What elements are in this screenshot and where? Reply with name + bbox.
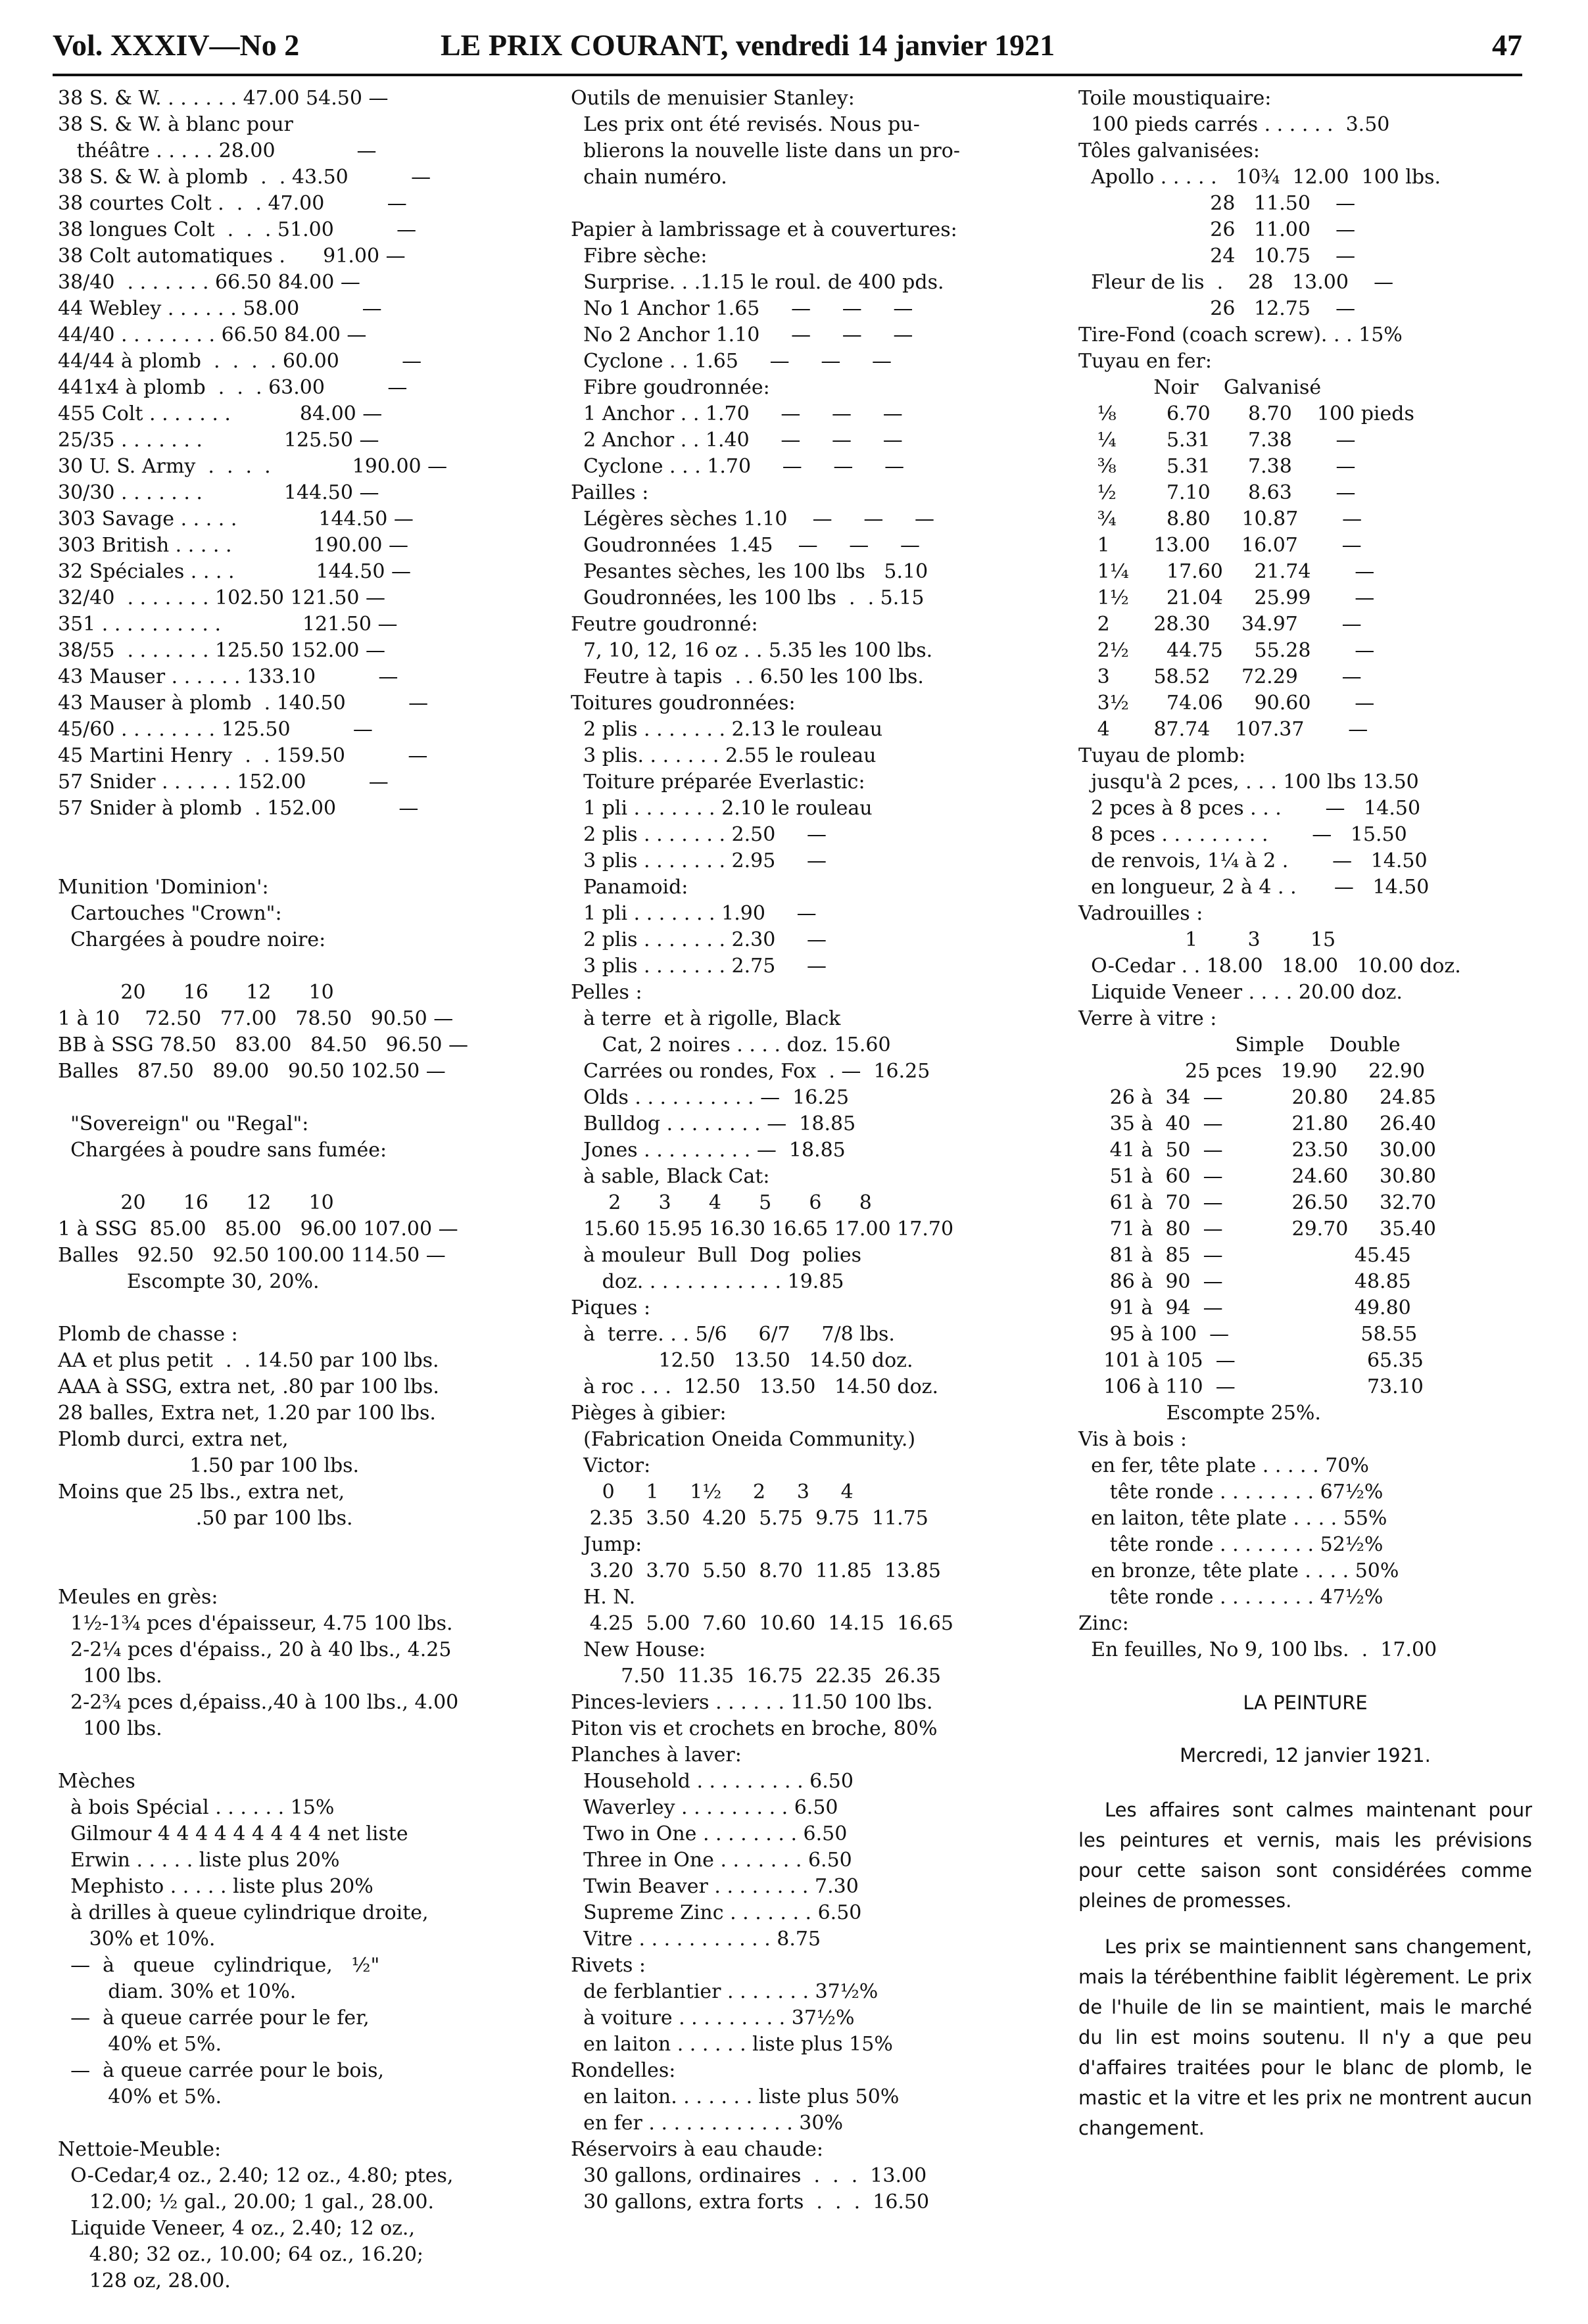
price-line: 1 à SSG 85.00 85.00 96.00 107.00 — <box>58 1218 458 1241</box>
price-line: ¼ 5.31 7.38 — <box>1078 429 1356 452</box>
price-line: tête ronde . . . . . . . . 67½% <box>1078 1481 1383 1504</box>
price-line: 15.60 15.95 16.30 16.65 17.00 17.70 <box>571 1218 954 1241</box>
price-line: 3.20 3.70 5.50 8.70 11.85 13.85 <box>571 1559 941 1582</box>
price-line: Waverley . . . . . . . . . 6.50 <box>571 1796 838 1819</box>
price-line: 51 à 60 — 24.60 30.80 <box>1078 1165 1436 1188</box>
price-line: 303 British . . . . . 190.00 — <box>58 534 408 557</box>
price-line: 1½-1¾ pces d'épaisseur, 4.75 100 lbs. <box>58 1612 453 1635</box>
price-line: Munition 'Dominion': <box>58 876 269 899</box>
price-line: tête ronde . . . . . . . . 47½% <box>1078 1586 1383 1609</box>
price-line <box>58 848 518 874</box>
price-line: New House: <box>571 1638 706 1661</box>
price-line: Noir Galvanisé <box>1078 376 1322 399</box>
price-line: 1 Anchor . . 1.70 — — — <box>571 402 903 425</box>
price-line <box>58 1532 518 1558</box>
price-line: 38 longues Colt . . . 51.00 — <box>58 218 417 241</box>
price-line: 3½ 74.06 90.60 — <box>1078 692 1375 715</box>
price-line: diam. 30% et 10%. <box>58 1980 297 2003</box>
price-line: 44/40 . . . . . . . . 66.50 84.00 — <box>58 323 367 346</box>
article-paragraph: Les prix se maintiennent sans changement, mais la térébenthine faiblit légèrement. Le prix de l'huile de lin se maintient, mais le marché du lin est moins soutenu. Il n'y a que peu d'affaires traitées pour le blanc de plomb, le mastic et la vitre et les prix ne montrent aucun changement. <box>1078 1935 1532 2139</box>
column-1 <box>58 85 518 2294</box>
price-line: 3 plis . . . . . . . 2.75 — <box>571 955 827 978</box>
price-line: 303 Savage . . . . . 144.50 — <box>58 508 414 531</box>
price-line: 2 plis . . . . . . . 2.50 — <box>571 823 827 846</box>
price-line: Les prix ont été revisés. Nous pu- <box>571 113 920 136</box>
price-line: Twin Beaver . . . . . . . . 7.30 <box>571 1875 859 1898</box>
price-line: 106 à 110 — 73.10 <box>1078 1375 1424 1398</box>
article-paragraph: Les affaires sont calmes maintenant pour les peintures et vernis, mais les prévisions pour cette saison sont considérées comme pleines de promesses. <box>1078 1799 1532 1912</box>
price-line: Carrées ou rondes, Fox . — 16.25 <box>571 1060 930 1083</box>
price-line: Liquide Veneer, 4 oz., 2.40; 12 oz., <box>58 2217 416 2240</box>
page-header <box>53 28 1522 70</box>
price-line: Three in One . . . . . . . 6.50 <box>571 1849 852 1872</box>
price-line: Pièges à gibier: <box>571 1402 727 1425</box>
price-line: en bronze, tête plate . . . . 50% <box>1078 1559 1399 1582</box>
price-line: Cyclone . . 1.65 — — — <box>571 350 892 373</box>
price-line: 40% et 5%. <box>58 2085 222 2108</box>
price-line: doz. . . . . . . . . . . . 19.85 <box>571 1270 844 1293</box>
price-line: Vitre . . . . . . . . . . . 8.75 <box>571 1928 821 1951</box>
price-line: 1¼ 17.60 21.74 — <box>1078 560 1375 583</box>
price-line: Olds . . . . . . . . . . — 16.25 <box>571 1086 850 1109</box>
price-line: BB à SSG 78.50 83.00 84.50 96.50 — <box>58 1033 469 1056</box>
price-line: Fleur de lis . 28 13.00 — <box>1078 271 1394 294</box>
price-line: Liquide Veneer . . . . 20.00 doz. <box>1078 981 1403 1004</box>
price-line: Gilmour 4 4 4 4 4 4 4 4 4 net liste <box>58 1822 408 1845</box>
page-number: 47 <box>1492 28 1522 62</box>
price-line: 20 16 12 10 <box>58 981 334 1004</box>
price-line: 2 pces à 8 pces . . . — 14.50 <box>1078 797 1421 820</box>
price-line: AAA à SSG, extra net, .80 par 100 lbs. <box>58 1375 439 1398</box>
price-line: Mèches <box>58 1770 135 1793</box>
column-2 <box>571 85 1024 2216</box>
price-line: Plomb de chasse : <box>58 1323 238 1346</box>
price-line: Two in One . . . . . . . . 6.50 <box>571 1822 848 1845</box>
price-line: Plomb durci, extra net, <box>58 1428 289 1451</box>
price-line: — à queue carrée pour le fer, <box>58 2006 370 2029</box>
price-line: ⅜ 5.31 7.38 — <box>1078 455 1356 478</box>
price-line: Jump: <box>571 1533 642 1556</box>
price-line: 2 Anchor . . 1.40 — — — <box>571 429 903 452</box>
price-line: 2½ 44.75 55.28 — <box>1078 639 1375 662</box>
price-line: Pesantes sèches, les 100 lbs 5.10 <box>571 560 928 583</box>
price-line: 86 à 90 — 48.85 <box>1078 1270 1411 1293</box>
price-line: Apollo . . . . . 10¾ 12.00 100 lbs. <box>1078 166 1441 189</box>
price-line: 38 S. & W. . . . . . . 47.00 54.50 — <box>58 87 389 110</box>
price-line: 1 à 10 72.50 77.00 78.50 90.50 — <box>58 1007 454 1030</box>
price-line: Outils de menuisier Stanley: <box>571 87 855 110</box>
price-line: Supreme Zinc . . . . . . . 6.50 <box>571 1901 862 1924</box>
price-line: Panamoid: <box>571 876 688 899</box>
price-line: Toile moustiquaire: <box>1078 87 1272 110</box>
price-line: 71 à 80 — 29.70 35.40 <box>1078 1218 1436 1241</box>
price-line: 41 à 50 — 23.50 30.00 <box>1078 1139 1436 1162</box>
price-line: Moins que 25 lbs., extra net, <box>58 1481 345 1504</box>
price-line: Chargées à poudre sans fumée: <box>58 1139 387 1162</box>
price-line: 2 3 4 5 6 8 <box>571 1191 872 1214</box>
volume-label: Vol. XXXIV—No 2 <box>53 28 300 62</box>
price-line <box>58 1742 518 1768</box>
price-line: Planches à laver: <box>571 1743 742 1767</box>
price-line: 441x4 à plomb . . . 63.00 — <box>58 376 408 399</box>
price-line <box>58 822 518 848</box>
price-line: Toiture préparée Everlastic: <box>571 771 865 794</box>
price-line: à mouleur Bull Dog polies <box>571 1244 862 1267</box>
price-line: Goudronnées, les 100 lbs . . 5.15 <box>571 586 925 609</box>
price-line: Fibre sèche: <box>571 245 708 268</box>
price-line <box>58 2110 518 2137</box>
price-line: 1½ 21.04 25.99 — <box>1078 586 1375 609</box>
article-heading: LA PEINTURE <box>1243 1692 1368 1714</box>
price-line: Tuyau de plomb: <box>1078 744 1246 767</box>
price-line: Nettoie-Meuble: <box>58 2138 222 2161</box>
price-line: Pailles : <box>571 481 649 504</box>
price-line: 30 gallons, extra forts . . . 16.50 <box>571 2191 930 2214</box>
price-line: 2 plis . . . . . . . 2.13 le rouleau <box>571 718 883 741</box>
price-line: Simple Double <box>1078 1033 1401 1056</box>
price-line: Cat, 2 noires . . . . doz. 15.60 <box>571 1033 891 1056</box>
price-line <box>571 191 1024 217</box>
price-line: 3 plis. . . . . . . 2.55 le rouleau <box>571 744 877 767</box>
price-line: 1 3 15 <box>1078 928 1336 951</box>
price-line <box>58 953 518 980</box>
price-line: de ferblantier . . . . . . . 37½% <box>571 1980 878 2003</box>
price-line <box>58 1558 518 1584</box>
price-line: Tuyau en fer: <box>1078 350 1212 373</box>
price-line: Household . . . . . . . . . 6.50 <box>571 1770 854 1793</box>
price-line: Cyclone . . . 1.70 — — — <box>571 455 905 478</box>
price-line: jusqu'à 2 pces, . . . 100 lbs 13.50 <box>1078 771 1419 794</box>
price-line: 4.80; 32 oz., 10.00; 64 oz., 16.20; <box>58 2243 424 2266</box>
price-line: 2-2¼ pces d'épaiss., 20 à 40 lbs., 4.25 <box>58 1638 452 1661</box>
price-line: chain numéro. <box>571 166 727 189</box>
price-line: — à queue carrée pour le bois, <box>58 2059 385 2082</box>
price-line: 30/30 . . . . . . . 144.50 — <box>58 481 379 504</box>
price-line: Piton vis et crochets en broche, 80% <box>571 1717 938 1740</box>
price-line: 1 pli . . . . . . . 2.10 le rouleau <box>571 797 873 820</box>
price-line: 57 Snider à plomb . 152.00 — <box>58 797 419 820</box>
price-line: 40% et 5%. <box>58 2033 222 2056</box>
price-line: Piques : <box>571 1296 651 1319</box>
price-line: blierons la nouvelle liste dans un pro- <box>571 139 960 162</box>
price-line: 4 87.74 107.37 — <box>1078 718 1368 741</box>
price-line <box>58 1085 518 1111</box>
price-line: Fibre goudronnée: <box>571 376 770 399</box>
price-line: en fer, tête plate . . . . . 70% <box>1078 1454 1369 1477</box>
price-line: 0 1 1½ 2 3 4 <box>571 1481 854 1504</box>
price-line: ⅛ 6.70 8.70 100 pieds <box>1078 402 1414 425</box>
price-line: Zinc: <box>1078 1612 1129 1635</box>
publication-title: LE PRIX COURANT, vendredi 14 janvier 1921 <box>441 28 1055 62</box>
price-line: 38 Colt automatiques . 91.00 — <box>58 245 406 268</box>
price-line: 8 pces . . . . . . . . . — 15.50 <box>1078 823 1407 846</box>
price-line: à bois Spécial . . . . . . 15% <box>58 1796 335 1819</box>
price-line: Victor: <box>571 1454 651 1477</box>
price-line: 3 plis . . . . . . . 2.95 — <box>571 849 827 872</box>
price-line: 2-2¾ pces d,épaiss.,40 à 100 lbs., 4.00 <box>58 1691 459 1714</box>
price-line: à roc . . . 12.50 13.50 14.50 doz. <box>571 1375 938 1398</box>
price-line: 30 gallons, ordinaires . . . 13.00 <box>571 2164 927 2187</box>
price-line: 1 pli . . . . . . . 1.90 — <box>571 902 817 925</box>
price-line: 38 S. & W. à plomb . . 43.50 — <box>58 166 431 189</box>
price-line: de renvois, 1¼ à 2 . — 14.50 <box>1078 849 1428 872</box>
price-line: 30% et 10%. <box>58 1928 216 1951</box>
price-line: 7.50 11.35 16.75 22.35 26.35 <box>571 1665 941 1688</box>
price-line: Papier à lambrissage et à couvertures: <box>571 218 957 241</box>
price-line: en fer . . . . . . . . . . . . 30% <box>571 2112 843 2135</box>
price-line: AA et plus petit . . 14.50 par 100 lbs. <box>58 1349 439 1372</box>
price-line: Balles 87.50 89.00 90.50 102.50 — <box>58 1060 446 1083</box>
column-3-price-list <box>1078 85 1532 1663</box>
price-line: en longueur, 2 à 4 . . — 14.50 <box>1078 876 1430 899</box>
price-line: No 2 Anchor 1.10 — — — <box>571 323 913 346</box>
price-line: Toitures goudronnées: <box>571 692 796 715</box>
price-line: No 1 Anchor 1.65 — — — <box>571 297 913 320</box>
price-line: 25/35 . . . . . . . 125.50 — <box>58 429 379 452</box>
price-line: en laiton, tête plate . . . . 55% <box>1078 1507 1387 1530</box>
price-line: 28 balles, Extra net, 1.20 par 100 lbs. <box>58 1402 436 1425</box>
price-line: (Fabrication Oneida Community.) <box>571 1428 916 1451</box>
price-line: 26 11.00 — <box>1078 218 1356 241</box>
price-line: Mephisto . . . . . liste plus 20% <box>58 1875 373 1898</box>
price-line: à terre et à rigolle, Black <box>571 1007 841 1030</box>
price-line: 38 S. & W. à blanc pour <box>58 113 293 136</box>
price-line: Rivets : <box>571 1954 646 1977</box>
price-line: tête ronde . . . . . . . . 52½% <box>1078 1533 1383 1556</box>
price-line <box>58 1164 518 1190</box>
price-line: 26 à 34 — 20.80 24.85 <box>1078 1086 1436 1109</box>
price-line: 4.25 5.00 7.60 10.60 14.15 16.65 <box>571 1612 954 1635</box>
price-line: 43 Mauser à plomb . 140.50 — <box>58 692 429 715</box>
price-line: Meules en grès: <box>58 1586 218 1609</box>
price-line: 2.35 3.50 4.20 5.75 9.75 11.75 <box>571 1507 928 1530</box>
price-line: Légères sèches 1.10 — — — <box>571 508 934 531</box>
price-line: Bulldog . . . . . . . . — 18.85 <box>571 1112 856 1135</box>
price-line: 128 oz, 28.00. <box>58 2269 231 2292</box>
price-line <box>58 1295 518 1321</box>
price-line: 43 Mauser . . . . . . 133.10 — <box>58 665 398 688</box>
price-line: 45/60 . . . . . . . . 125.50 — <box>58 718 373 741</box>
price-line: 100 lbs. <box>58 1665 162 1688</box>
price-line: Surprise. . .1.15 le roul. de 400 pds. <box>571 271 944 294</box>
price-line: O-Cedar,4 oz., 2.40; 12 oz., 4.80; ptes, <box>58 2164 454 2187</box>
price-line: théâtre . . . . . 28.00 — <box>58 139 377 162</box>
price-line: Balles 92.50 92.50 100.00 114.50 — <box>58 1244 446 1267</box>
price-line: 351 . . . . . . . . . . 121.50 — <box>58 613 398 636</box>
price-line: Vadrouilles : <box>1078 902 1203 925</box>
price-line: à voiture . . . . . . . . . 37½% <box>571 2006 855 2029</box>
price-line: 2 plis . . . . . . . 2.30 — <box>571 928 827 951</box>
price-line: Escompte 30, 20%. <box>58 1270 320 1293</box>
price-line: 38/40 . . . . . . . 66.50 84.00 — <box>58 271 360 294</box>
price-line: 1 13.00 16.07 — <box>1078 534 1362 557</box>
price-line: "Sovereign" ou "Regal": <box>58 1112 309 1135</box>
price-line: Rondelles: <box>571 2059 676 2082</box>
price-line: Goudronnées 1.45 — — — <box>571 534 920 557</box>
price-line: 91 à 94 — 49.80 <box>1078 1296 1411 1319</box>
price-line: Tire-Fond (coach screw). . . 15% <box>1078 323 1403 346</box>
price-line: 24 10.75 — <box>1078 245 1356 268</box>
price-line: à sable, Black Cat: <box>571 1165 770 1188</box>
price-line: à drilles à queue cylindrique droite, <box>58 1901 429 1924</box>
price-line: Chargées à poudre noire: <box>58 928 326 951</box>
price-line: 26 12.75 — <box>1078 297 1356 320</box>
price-line: ½ 7.10 8.63 — <box>1078 481 1356 504</box>
price-line: 1.50 par 100 lbs. <box>58 1454 360 1477</box>
price-line: ¾ 8.80 10.87 — <box>1078 508 1362 531</box>
price-line: 100 pieds carrés . . . . . . 3.50 <box>1078 113 1390 136</box>
price-line: 28 11.50 — <box>1078 192 1356 215</box>
price-line: 32/40 . . . . . . . 102.50 121.50 — <box>58 586 386 609</box>
price-line: Erwin . . . . . liste plus 20% <box>58 1849 340 1872</box>
price-line: En feuilles, No 9, 100 lbs. . 17.00 <box>1078 1638 1437 1661</box>
price-line: 81 à 85 — 45.45 <box>1078 1244 1411 1267</box>
price-line: Escompte 25%. <box>1078 1402 1321 1425</box>
header-rule <box>53 74 1522 76</box>
price-line: Pinces-leviers . . . . . . 11.50 100 lbs. <box>571 1691 933 1714</box>
price-line: 45 Martini Henry . . 159.50 — <box>58 744 428 767</box>
price-line: Pelles : <box>571 981 642 1004</box>
price-line: Tôles galvanisées: <box>1078 139 1261 162</box>
price-line: .50 par 100 lbs. <box>58 1507 353 1530</box>
price-line: Jones . . . . . . . . . — 18.85 <box>571 1139 846 1162</box>
price-line: 38 courtes Colt . . . 47.00 — <box>58 192 407 215</box>
price-line: en laiton . . . . . . liste plus 15% <box>571 2033 893 2056</box>
price-line: 32 Spéciales . . . . 144.50 — <box>58 560 412 583</box>
price-line: 57 Snider . . . . . . 152.00 — <box>58 771 389 794</box>
price-line: 38/55 . . . . . . . 125.50 152.00 — <box>58 639 386 662</box>
price-line: 455 Colt . . . . . . . 84.00 — <box>58 402 383 425</box>
price-line: Feutre goudronné: <box>571 613 758 636</box>
price-line: 12.50 13.50 14.50 doz. <box>571 1349 913 1372</box>
price-line: 35 à 40 — 21.80 26.40 <box>1078 1112 1436 1135</box>
column-3 <box>1078 85 1532 2143</box>
price-line: 7, 10, 12, 16 oz . . 5.35 les 100 lbs. <box>571 639 933 662</box>
price-line: 12.00; ½ gal., 20.00; 1 gal., 28.00. <box>58 2191 434 2214</box>
price-line: Réservoirs à eau chaude: <box>571 2138 824 2161</box>
price-line: 100 lbs. <box>58 1717 162 1740</box>
price-line: Vis à bois : <box>1078 1428 1187 1451</box>
price-line: 3 58.52 72.29 — <box>1078 665 1362 688</box>
price-line: 101 à 105 — 65.35 <box>1078 1349 1424 1372</box>
price-line: Feutre à tapis . . 6.50 les 100 lbs. <box>571 665 924 688</box>
price-line: 2 28.30 34.97 — <box>1078 613 1362 636</box>
price-line: 61 à 70 — 26.50 32.70 <box>1078 1191 1436 1214</box>
price-line: Cartouches "Crown": <box>58 902 282 925</box>
article-date: Mercredi, 12 janvier 1921. <box>1180 1744 1431 1767</box>
price-line: 25 pces 19.90 22.90 <box>1078 1060 1426 1083</box>
price-line: à terre. . . 5/6 6/7 7/8 lbs. <box>571 1323 895 1346</box>
price-line: — à queue cylindrique, ½" <box>58 1954 380 1977</box>
price-line: 95 à 100 — 58.55 <box>1078 1323 1418 1346</box>
price-line: 44 Webley . . . . . . 58.00 — <box>58 297 382 320</box>
price-line: 44/44 à plomb . . . . 60.00 — <box>58 350 422 373</box>
price-line: Verre à vitre : <box>1078 1007 1217 1030</box>
price-line: en laiton. . . . . . . liste plus 50% <box>571 2085 900 2108</box>
price-line: 30 U. S. Army . . . . 190.00 — <box>58 455 448 478</box>
price-line: H. N. <box>571 1586 636 1609</box>
price-line: O-Cedar . . 18.00 18.00 10.00 doz. <box>1078 955 1461 978</box>
price-line: 20 16 12 10 <box>58 1191 334 1214</box>
